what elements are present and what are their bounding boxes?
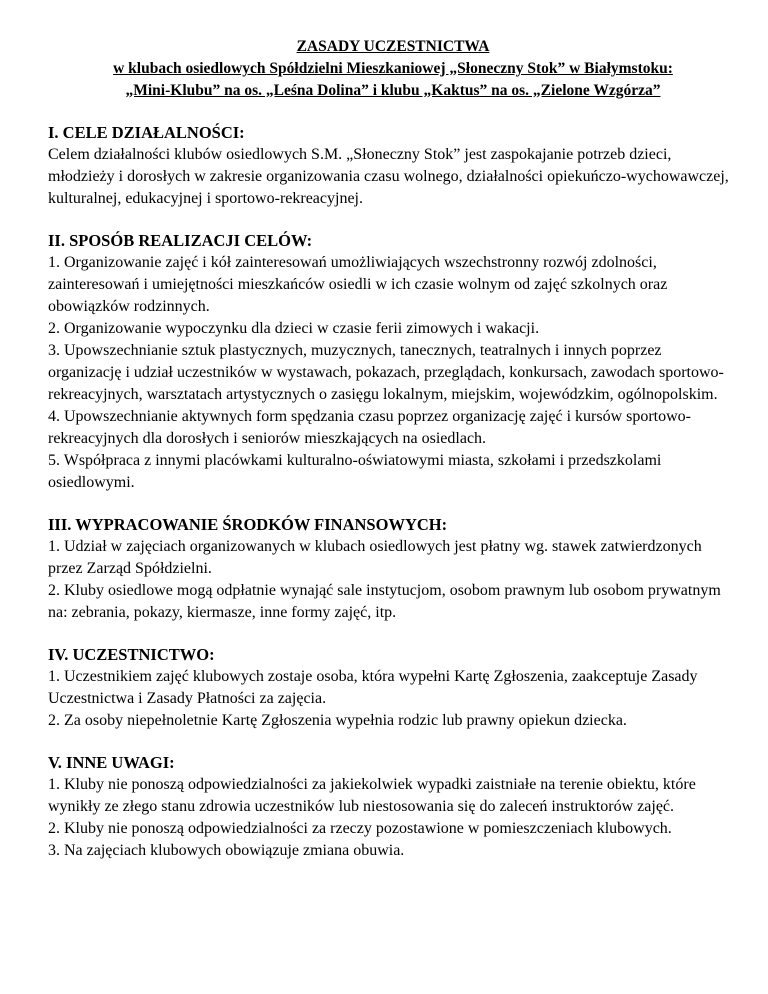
paragraph: 1. Udział w zajęciach organizowanych w klubach osiedlowych jest płatny wg. stawek zatwierdzonych przez Zarząd Spółdzielni. — [48, 538, 702, 577]
header-title: ZASADY UCZESTNICTWA — [296, 38, 490, 55]
paragraph: 3. Na zajęciach klubowych obowiązuje zmiana obuwia. — [48, 842, 405, 859]
section-title: I. CELE DZIAŁALNOŚCI: — [48, 123, 245, 142]
paragraph: 1. Uczestnikiem zajęć klubowych zostaje osoba, która wypełni Kartę Zgłoszenia, zaakceptuje Zasady Uczestnictwa i Zasady Płatności za zajęcia. — [48, 668, 698, 707]
paragraph: 2. Kluby osiedlowe mogą odpłatnie wynająć sale instytucjom, osobom prawnym lub osobom prywatnym na: zebrania, pokazy, kiermasze, inne formy zajęć, itp. — [48, 582, 721, 621]
paragraph: 4. Upowszechnianie aktywnych form spędzania czasu poprzez organizację zajęć i kursów sportowo-rekreacyjnych dla dorosłych i seniorów mieszkających na osiedlach. — [48, 408, 692, 447]
section-methods — [48, 230, 738, 494]
section-other-notes — [48, 752, 738, 862]
section-finances — [48, 514, 738, 624]
section-title: V. INNE UWAGI: — [48, 753, 175, 772]
document-header — [48, 36, 738, 102]
document-page — [48, 36, 738, 862]
paragraph: 2. Za osoby niepełnoletnie Kartę Zgłoszenia wypełnia rodzic lub prawny opiekun dziecka. — [48, 712, 627, 729]
paragraph: 3. Upowszechnianie sztuk plastycznych, muzycznych, tanecznych, teatralnych i innych poprzez organizację i udział uczestników w wystawach, pokazach, przeglądach, konkursach, zawodach sportowo-rekreacyjnych, warsztatach artystycznych o zasięgu lokalnym, miejskim, wojewódzkim, ogólnopolskim. — [48, 342, 724, 403]
paragraph: 2. Kluby nie ponoszą odpowiedzialności za rzeczy pozostawione w pomieszczeniach klubowych. — [48, 820, 672, 837]
section-title: II. SPOSÓB REALIZACJI CELÓW: — [48, 231, 313, 250]
paragraph: Celem działalności klubów osiedlowych S.M. „Słoneczny Stok” jest zaspokajanie potrzeb dzieci, młodzieży i dorosłych w zakresie organizowania czasu wolnego, działalności opiekuńczo-wychowawczej, kulturalnej, edukacyjnej i sportowo-rekreacyjnej. — [48, 146, 729, 207]
paragraph: 1. Kluby nie ponoszą odpowiedzialności za jakiekolwiek wypadki zaistniałe na terenie obiektu, które wynikły ze złego stanu zdrowia uczestników lub niestosowania się do zaleceń instruktorów zajęć. — [48, 776, 696, 815]
paragraph: 1. Organizowanie zajęć i kół zainteresowań umożliwiających wszechstronny rozwój zdolności, zainteresowań i umiejętności mieszkańców osiedli w ich czasie wolnym od zajęć szkolnych oraz obowiązków rodzinnych. — [48, 254, 668, 315]
section-title: III. WYPRACOWANIE ŚRODKÓW FINANSOWYCH: — [48, 515, 448, 534]
section-participation — [48, 644, 738, 732]
paragraph: 5. Współpraca z innymi placówkami kulturalno-oświatowymi miasta, szkołami i przedszkolami osiedlowymi. — [48, 452, 662, 491]
section-goals — [48, 122, 738, 210]
paragraph: 2. Organizowanie wypoczynku dla dzieci w czasie ferii zimowych i wakacji. — [48, 320, 540, 337]
header-subtitle-clubs: w klubach osiedlowych Spółdzielni Mieszkaniowej „Słoneczny Stok” w Białymstoku: — [113, 60, 673, 77]
header-subtitle-locations: „Mini-Klubu” na os. „Leśna Dolina” i klubu „Kaktus” na os. „Zielone Wzgórza” — [125, 82, 661, 99]
section-title: IV. UCZESTNICTWO: — [48, 645, 215, 664]
